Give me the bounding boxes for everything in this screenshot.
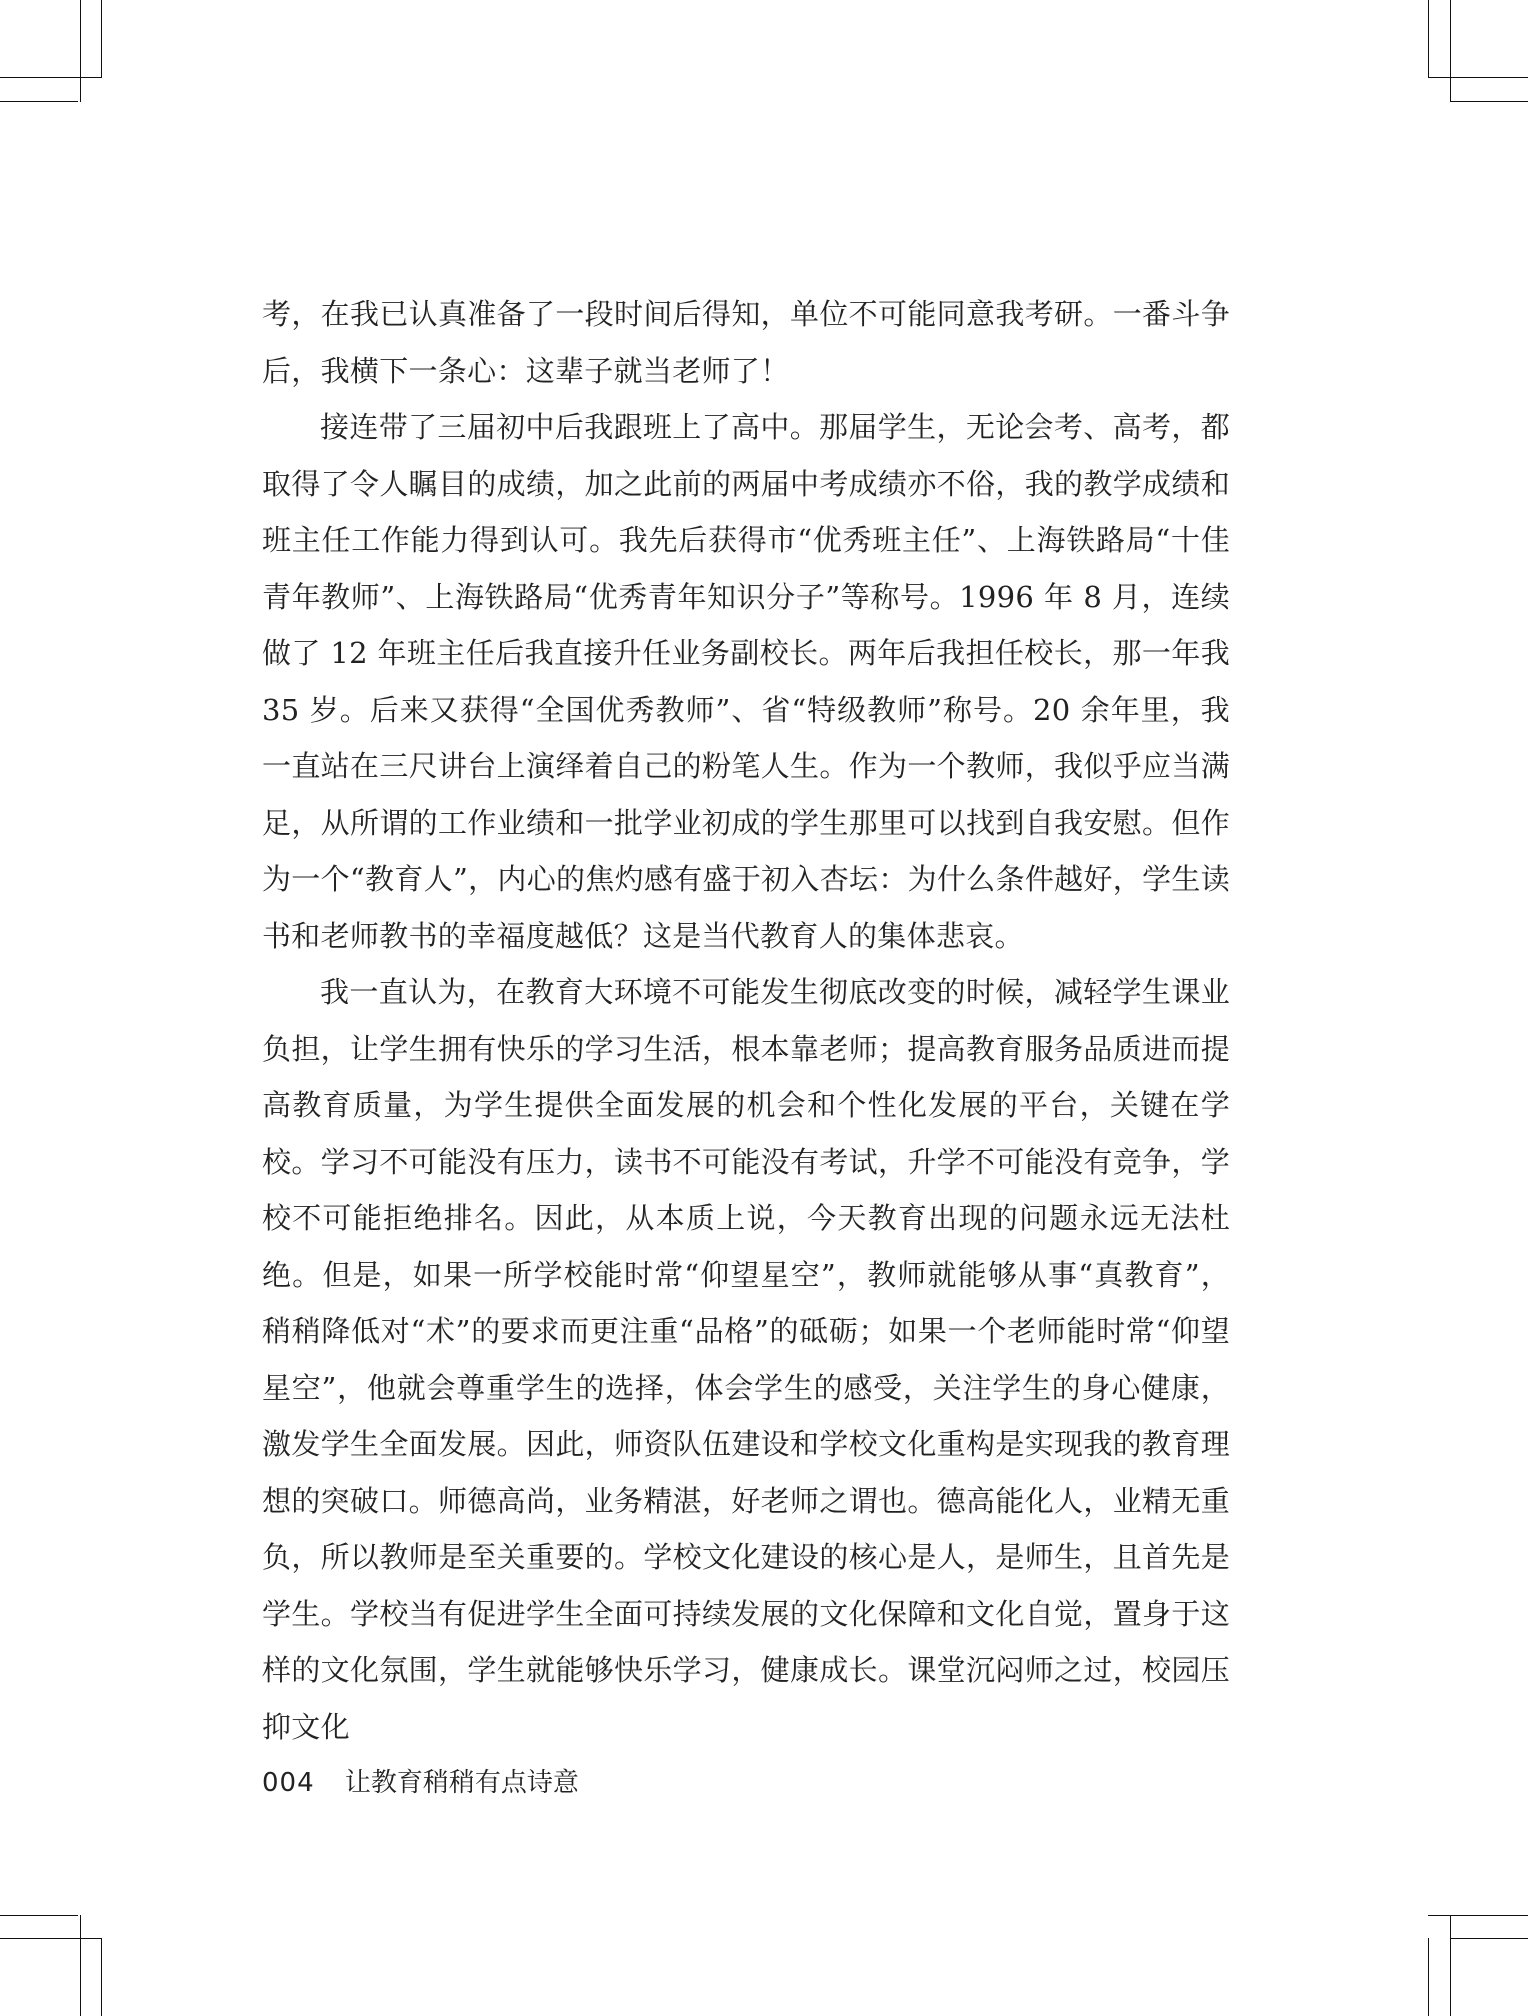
crop-mark-top-right-vertical-outer bbox=[1450, 0, 1451, 102]
crop-mark-bottom-right-horizontal-outer bbox=[1450, 1938, 1528, 1939]
crop-mark-top-right-vertical bbox=[1428, 0, 1429, 78]
crop-mark-top-left-horizontal-outer bbox=[0, 101, 78, 102]
crop-mark-bottom-left-horizontal-outer bbox=[0, 1915, 78, 1916]
paragraph-career: 接连带了三届初中后我跟班上了高中。那届学生，无论会考、高考，都取得了令人瞩目的成绩，加之此前的两届中考成绩亦不俗，我的教学成绩和班主任工作能力得到认可。我先后获得市“优秀班主任”、上海铁路局“十佳青年教师”、上海铁路局“优秀青年知识分子”等称号。1996 年 8 月，连续做了 12 年班主任后我直接升任业务副校长。两年后我担任校长，那一年我 35 岁。后来又获得“全国优秀教师”、省“特级教师”称号。20 余年里，我一直站在三尺讲台上演绎着自己的粉笔人生。作为一个教师，我似乎应当满足，从所谓的工作业绩和一批学业初成的学生那里可以找到自我安慰。但作为一个“教育人”，内心的焦灼感有盛于初入杏坛：为什么条件越好，学生读书和老师教书的幸福度越低？这是当代教育人的集体悲哀。 bbox=[262, 410, 1230, 953]
paragraph-philosophy: 我一直认为，在教育大环境不可能发生彻底改变的时候，减轻学生课业负担，让学生拥有快乐的学习生活，根本靠老师；提高教育服务品质进而提高教育质量，为学生提供全面发展的机会和个性化发展的平台，关键在学校。学习不可能没有压力，读书不可能没有考试，升学不可能没有竞争，学校不可能拒绝排名。因此，从本质上说，今天教育出现的问题永远无法杜绝。但是，如果一所学校能时常“仰望星空”，教师就能够从事“真教育”，稍稍降低对“术”的要求而更注重“品格”的砥砺；如果一个老师能时常“仰望星空”，他就会尊重学生的选择，体会学生的感受，关注学生的身心健康，激发学生全面发展。因此，师资队伍建设和学校文化重构是实现我的教育理想的突破口。师德高尚，业务精湛，好老师之谓也。德高能化人，业精无重负，所以教师是至关重要的。学校文化建设的核心是人，是师生，且首先是学生。学校当有促进学生全面可持续发展的文化保障和文化自觉，置身于这样的文化氛围，学生就能够快乐学习，健康成长。课堂沉闷师之过，校园压抑文化 bbox=[262, 975, 1230, 1744]
crop-mark-bottom-left-vertical bbox=[80, 1915, 81, 2016]
crop-mark-bottom-left-vertical-outer bbox=[101, 1938, 102, 2016]
crop-mark-top-left-vertical-outer bbox=[101, 0, 102, 78]
crop-mark-bottom-left-horizontal bbox=[0, 1938, 102, 1939]
paragraph-continued: 考，在我已认真准备了一段时间后得知，单位不可能同意我考研。一番斗争后，我横下一条心：这辈子就当老师了！ bbox=[262, 297, 1230, 388]
body-text bbox=[262, 286, 1230, 1755]
crop-mark-top-right-horizontal-outer bbox=[1450, 101, 1528, 102]
crop-mark-bottom-right-vertical-outer bbox=[1450, 1915, 1451, 2016]
crop-mark-bottom-right-horizontal bbox=[1428, 1915, 1528, 1916]
crop-mark-bottom-right-vertical bbox=[1428, 1938, 1429, 2016]
running-book-title: 让教育稍稍有点诗意 bbox=[344, 1768, 579, 1798]
crop-mark-top-left-vertical bbox=[80, 0, 81, 102]
page-number: 004 bbox=[262, 1768, 315, 1798]
page-footer bbox=[262, 1766, 579, 1800]
crop-mark-top-left-horizontal bbox=[0, 77, 102, 78]
crop-mark-top-right-horizontal bbox=[1428, 77, 1528, 78]
